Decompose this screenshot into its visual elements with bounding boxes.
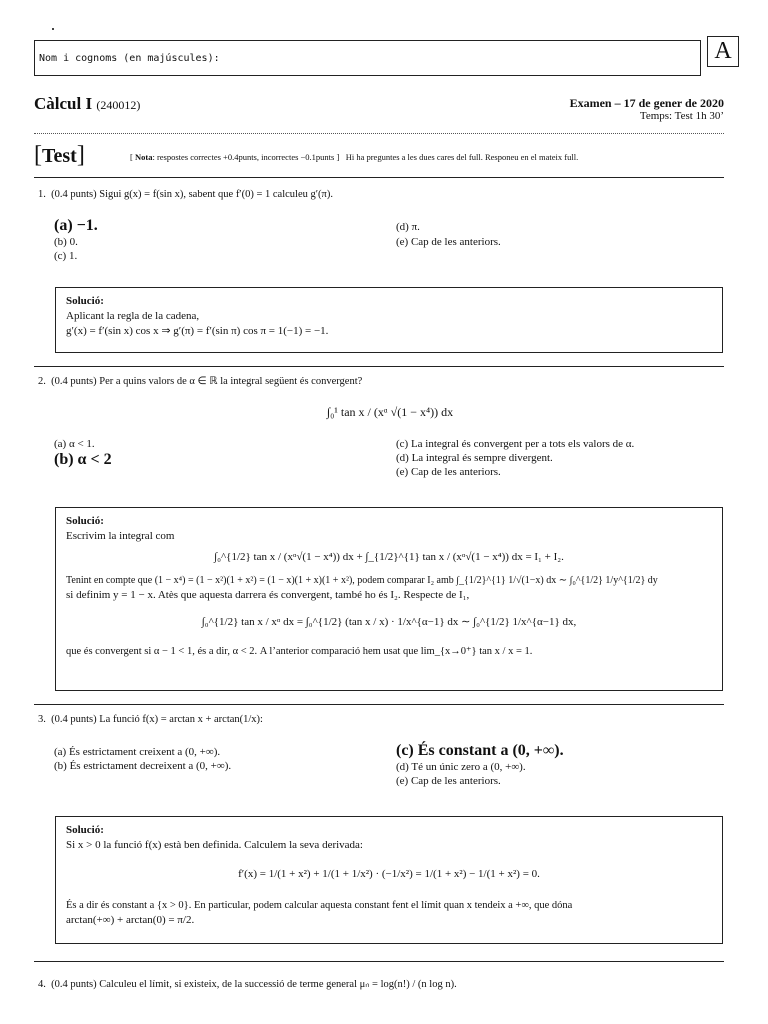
question-number: 1. — [38, 189, 46, 200]
question-divider — [34, 961, 724, 962]
test-label — [34, 142, 85, 169]
question-1-options-right — [396, 219, 501, 249]
question-number: 4. — [38, 979, 46, 990]
option-d[interactable]: (d) π. — [396, 221, 420, 233]
question-2-options-left — [54, 437, 112, 469]
solution-title: Solució: — [66, 515, 104, 527]
solution-line: que és convergent si α − 1 < 1, és a dir, α < 2. A l’anterior comparació hem usat que lim_{x→0⁺} tan x / x = 1. — [66, 646, 533, 657]
option-b[interactable]: (b) α < 2 — [54, 451, 112, 468]
exam-version-box — [707, 36, 739, 67]
option-b[interactable]: (b) És estrictament decreixent a (0, +∞). — [54, 760, 232, 772]
question-3-solution — [55, 816, 723, 944]
solution-title: Solució: — [66, 824, 104, 836]
test-note: [ Nota: respostes correctes +0.4punts, incorrectes −0.1punts ] Hi ha preguntes a les dues cares del full. Responeu en el mateix full. — [130, 152, 579, 162]
solution-line: si definim y = 1 − x. Atès que aquesta darrera és convergent, també ho és I₂. Respecte de I₁, — [66, 589, 470, 601]
solution-line: Aplicant la regla de la cadena, — [66, 310, 200, 322]
solution-line: arctan(+∞) + arctan(0) = π/2. — [66, 914, 195, 926]
solution-formula: f′(x) = 1/(1 + x²) + 1/(1 + 1/x²) · (−1/x²) = 1/(1 + x²) − 1/(1 + x²) = 0. — [238, 868, 540, 880]
student-name-field[interactable] — [34, 40, 701, 76]
question-2-options-right — [396, 437, 634, 479]
question-1-options-left — [54, 217, 98, 263]
instructions-text: Hi ha preguntes a les dues cares del full. Responeu en el mateix full. — [345, 152, 579, 162]
option-c[interactable]: (c) 1. — [54, 250, 78, 262]
solution-line: És a dir és constant a {x > 0}. En particular, podem calcular aquesta constant fent el límit quan x tendeix a +∞, que dóna — [66, 900, 573, 911]
note-text: : respostes correctes +0.4punts, incorrectes −0.1punts — [152, 152, 335, 162]
option-c[interactable]: (c) La integral és convergent per a tots els valors de α. — [396, 438, 635, 450]
option-d[interactable]: (d) Té un únic zero a (0, +∞). — [396, 761, 526, 773]
option-b[interactable]: (b) 0. — [54, 236, 78, 248]
student-name-label: Nom i cognoms (en majúscules): — [39, 53, 220, 64]
header-divider — [34, 133, 724, 134]
question-2-formula: ∫₀¹ tan x / (xᵅ √(1 − x⁴)) dx — [326, 405, 454, 419]
solution-title: Solució: — [66, 295, 104, 307]
option-c[interactable]: (c) És constant a (0, +∞). — [396, 742, 564, 759]
exam-date: Examen – 17 de gener de 2020 — [569, 96, 724, 110]
course-title: Càlcul I — [34, 94, 93, 113]
option-d[interactable]: (d) La integral és sempre divergent. — [396, 452, 553, 464]
option-e[interactable]: (e) Cap de les anteriors. — [396, 775, 501, 787]
note-prefix: Nota — [134, 152, 153, 162]
question-text: (0.4 punts) Sigui g(x) = f(sin x), sabent que f′(0) = 1 calculeu g′(π). — [51, 189, 333, 200]
question-3-statement — [38, 714, 263, 725]
question-text: (0.4 punts) Per a quins valors de α ∈ ℝ la integral següent és convergent? — [51, 376, 363, 387]
exam-version-label: A — [714, 38, 732, 64]
course-heading — [34, 94, 140, 114]
option-a[interactable]: (a) És estrictament creixent a (0, +∞). — [54, 746, 221, 758]
question-text: (0.4 punts) La funció f(x) = arctan x + arctan(1/x): — [51, 714, 263, 725]
exam-time: Temps: Test 1h 30’ — [639, 110, 724, 122]
section-rule — [34, 177, 724, 178]
question-4-statement — [38, 978, 457, 990]
question-3-options-right — [396, 742, 564, 788]
option-e[interactable]: (e) Cap de les anteriors. — [396, 466, 501, 478]
option-e[interactable]: (e) Cap de les anteriors. — [396, 236, 501, 248]
solution-line: Escrivim la integral com — [66, 530, 175, 542]
question-divider — [34, 366, 724, 367]
question-3-options-left — [54, 745, 231, 773]
question-1-solution — [55, 287, 723, 353]
question-2-solution — [55, 507, 723, 691]
question-divider — [34, 704, 724, 705]
solution-formula: ∫₀^{1/2} tan x / xᵅ dx = ∫₀^{1/2} (tan x / x) · 1/x^{α−1} dx ∼ ∫₀^{1/2} 1/x^{α−1} dx, — [201, 616, 577, 628]
corner-dot — [52, 28, 54, 30]
question-2-statement — [38, 375, 362, 387]
course-code: (240012) — [96, 98, 141, 112]
solution-line: Tenint en compte que (1 − x⁴) = (1 − x²)(1 + x²) = (1 − x)(1 + x)(1 + x²), podem comparar I₂ amb ∫_{1/2}^{1} 1/√(1−x) dx ∼ ∫₀^{1/2} 1/y^{1/2} dy — [66, 575, 658, 586]
question-number: 2. — [38, 376, 46, 387]
question-number: 3. — [38, 714, 46, 725]
question-1-statement — [38, 189, 333, 200]
bracket-right-icon: ] — [76, 142, 85, 168]
question-text: (0.4 punts) Calculeu el límit, si existeix, de la successió de terme general μₙ = log(n!) / (n log n). — [51, 979, 457, 990]
bracket-left-icon: [ — [34, 142, 42, 168]
solution-line: g′(x) = f′(sin x) cos x ⇒ g′(π) = f′(sin π) cos π = 1(−1) = −1. — [66, 325, 329, 337]
option-a[interactable]: (a) −1. — [54, 217, 98, 234]
solution-formula: ∫₀^{1/2} tan x / (xᵅ√(1 − x⁴)) dx + ∫_{1/2}^{1} tan x / (xᵅ√(1 − x⁴)) dx = I₁ + I₂. — [214, 551, 564, 563]
test-label-text: Test — [42, 145, 77, 167]
solution-line: Si x > 0 la funció f(x) està ben definida. Calculem la seva derivada: — [66, 839, 363, 851]
option-a[interactable]: (a) α < 1. — [54, 438, 95, 450]
